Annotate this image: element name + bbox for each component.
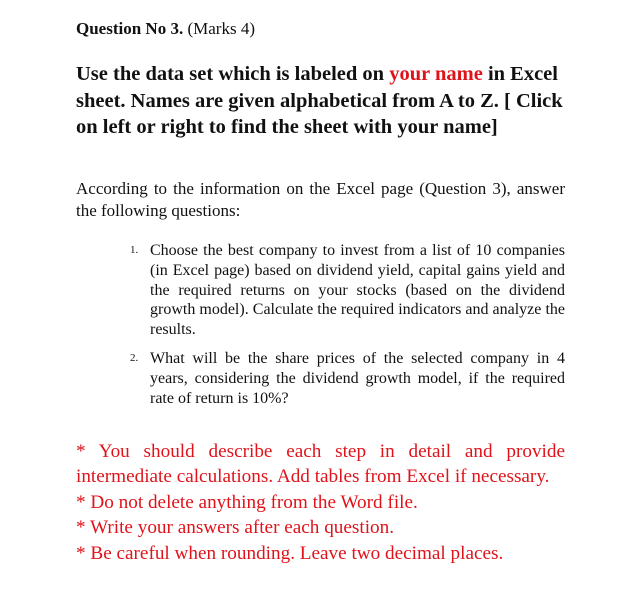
list-item-text: What will be the share prices of the selected company in 4 years, considering the dividend growth model, if the required rate of return is 10%? — [150, 350, 565, 407]
note-describe-steps: * You should describe each step in detail and provide intermediate calculations. Add tables from Excel if necessary. — [76, 441, 565, 488]
question-header — [76, 18, 556, 40]
question-marks: (Marks 4) — [187, 19, 255, 38]
intro-paragraph: According to the information on the Excel page (Question 3), answer the following questions: — [76, 179, 565, 220]
instruction-highlight-your-name: your name — [389, 63, 483, 85]
instruction-part2: in Excel sheet. Names are given alphabetical from A to Z. [ Click on left or right to find the sheet with your name] — [76, 63, 563, 138]
list-item-number: 2. — [130, 352, 139, 364]
instruction-part1: Use the data set which is labeled on — [76, 63, 390, 85]
list-item-2 — [130, 349, 565, 408]
list-item-1 — [130, 241, 565, 340]
note-do-not-delete: * Do not delete anything from the Word file. — [76, 491, 418, 513]
note-write-answers: * Write your answers after each question. — [76, 517, 395, 539]
notes-block — [76, 439, 565, 566]
question-number: Question No 3. — [76, 19, 184, 38]
list-item-number: 1. — [130, 244, 139, 256]
note-rounding: * Be careful when rounding. Leave two decimal places. — [76, 542, 504, 564]
list-item-text: Choose the best company to invest from a list of 10 companies (in Excel page) based on dividend yield, capital gains yield and the required returns on your stocks (based on the dividend growth model). Calculate the required indicators and analyze the results. — [150, 242, 565, 339]
instruction-heading — [76, 61, 576, 141]
